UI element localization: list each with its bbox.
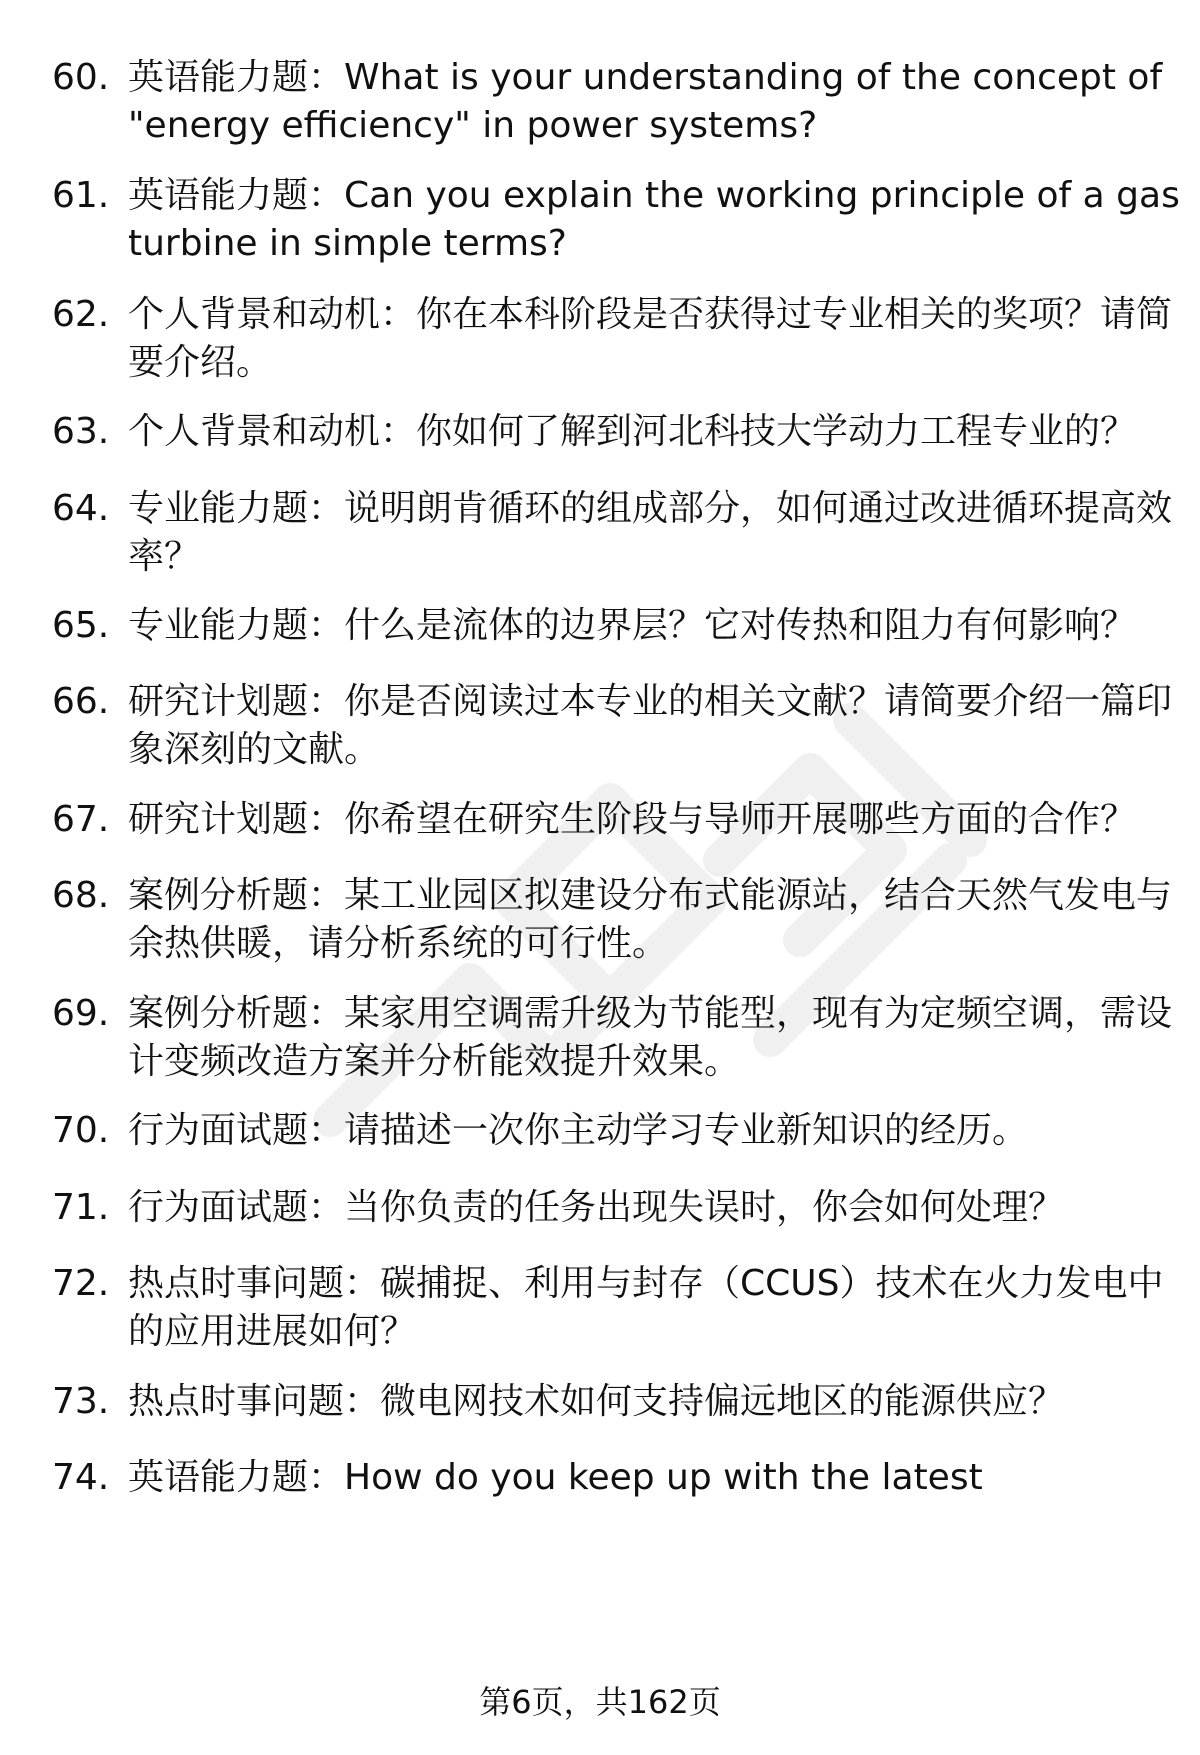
question-number: 74. (52, 1457, 110, 1498)
question-text: 专业能力题：说明朗肯循环的组成部分，如何通过改进循环提高效率？ (128, 488, 1173, 577)
question-number: 71. (52, 1187, 110, 1228)
question-number: 69. (52, 993, 110, 1034)
question-text: 个人背景和动机：你在本科阶段是否获得过专业相关的奖项？请简要介绍。 (128, 294, 1173, 383)
question-number: 62. (52, 294, 110, 335)
question-number: 67. (52, 799, 110, 840)
question-number: 65. (52, 605, 110, 646)
question-number: 73. (52, 1381, 110, 1422)
question-text: 专业能力题：什么是流体的边界层？它对传热和阻力有何影响？ (128, 605, 1137, 646)
question-text: 研究计划题：你希望在研究生阶段与导师开展哪些方面的合作？ (128, 799, 1137, 840)
question-number: 70. (52, 1110, 110, 1151)
question-text: 英语能力题：What is your understanding of the concept of "energy efficiency" in power systems? (128, 57, 1163, 146)
question-number: 72. (52, 1263, 110, 1304)
question-text: 个人背景和动机：你如何了解到河北科技大学动力工程专业的？ (128, 411, 1137, 452)
question-text: 行为面试题：当你负责的任务出现失误时，你会如何处理？ (128, 1187, 1065, 1228)
question-text: 热点时事问题：碳捕捉、利用与封存（CCUS）技术在火力发电中的应用进展如何？ (128, 1263, 1164, 1352)
page-footer (0, 1680, 1200, 1724)
question-text: 研究计划题：你是否阅读过本专业的相关文献？请简要介绍一篇印象深刻的文献。 (128, 681, 1173, 770)
question-text: 英语能力题：How do you keep up with the latest (128, 1457, 983, 1498)
page-number-label: 第6页，共162页 (479, 1683, 721, 1721)
question-text: 案例分析题：某工业园区拟建设分布式能源站，结合天然气发电与余热供暖，请分析系统的可行性。 (128, 875, 1173, 964)
question-text: 行为面试题：请描述一次你主动学习专业新知识的经历。 (128, 1110, 1029, 1151)
question-text: 案例分析题：某家用空调需升级为节能型，现有为定频空调，需设计变频改造方案并分析能效提升效果。 (128, 993, 1173, 1082)
question-number: 66. (52, 681, 110, 722)
question-number: 68. (52, 875, 110, 916)
question-number: 63. (52, 411, 110, 452)
question-text: 英语能力题：Can you explain the working principle of a gas turbine in simple terms? (128, 175, 1180, 264)
question-number: 64. (52, 488, 110, 529)
question-number: 60. (52, 57, 110, 98)
question-text: 热点时事问题：微电网技术如何支持偏远地区的能源供应？ (128, 1381, 1065, 1422)
question-number: 61. (52, 175, 110, 216)
